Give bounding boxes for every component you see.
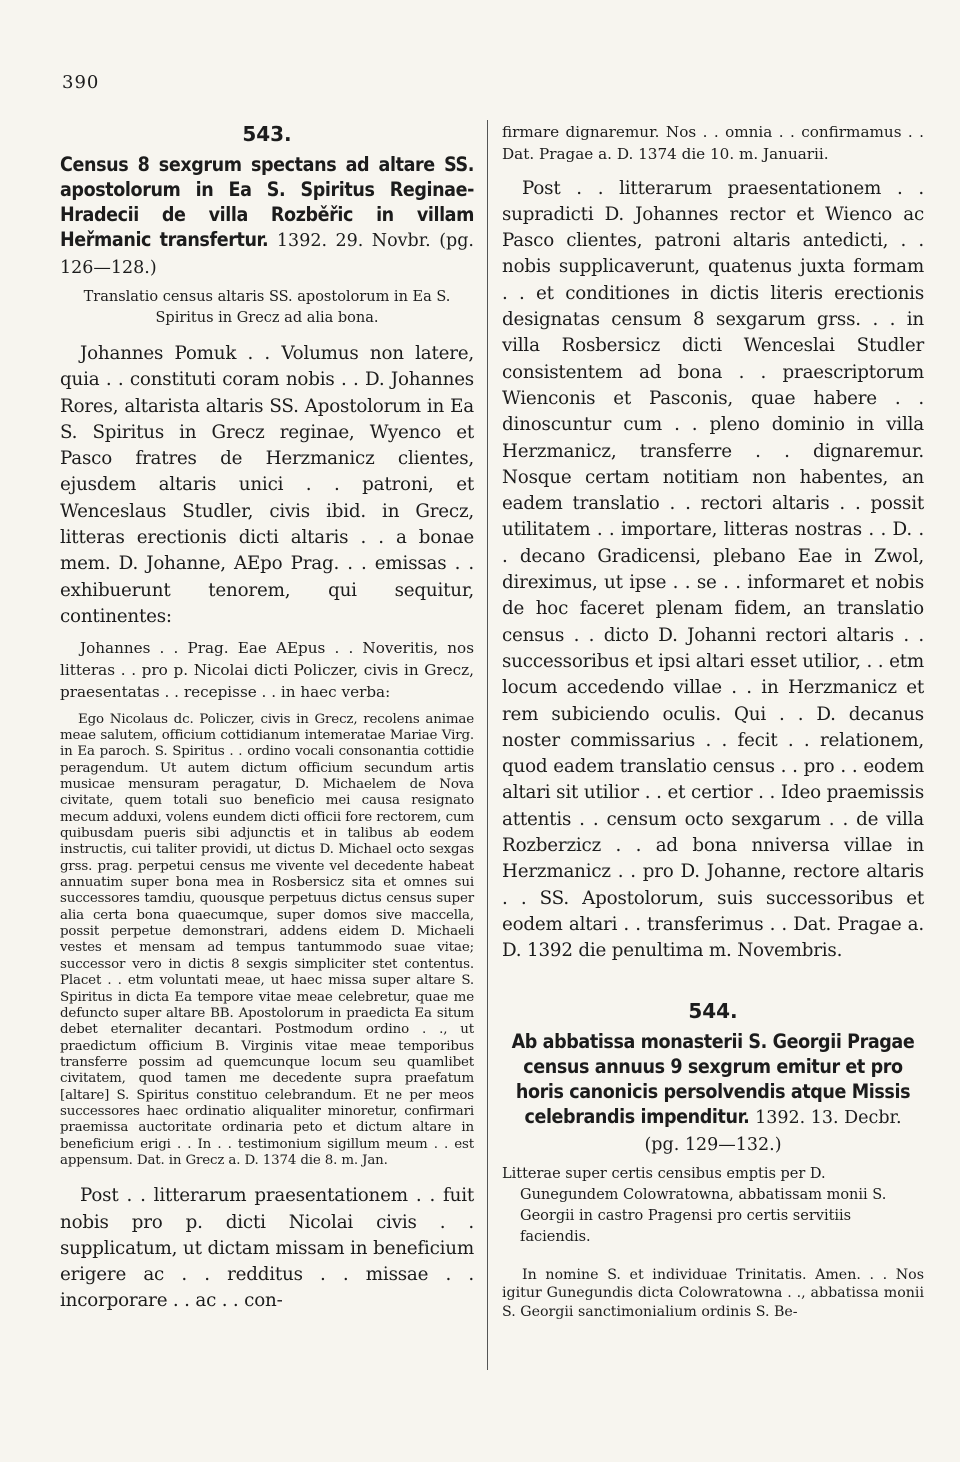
body-paragraph: Johannes . . Prag. Eae AEpus . . Noveritis, nos litteras . . pro p. Nicolai dicti Policzer, civis in Grecz, praesentatas . . recepisse . . in haec verba: [60,639,474,701]
section-543 [60,122,474,1315]
section-heading [502,1029,924,1158]
section-number: 543. [242,122,292,146]
body-paragraph: In nomine S. et individuae Trinitatis. Amen. . . Nos igitur Gunegundis dicta Colowratowna . ., abbatissa monii S. Georgii sanctimonialium ordinis S. Be- [502,1266,924,1320]
section-heading [60,152,474,281]
body-paragraph: Post . . litterarum praesentationem . . supradicti D. Johannes rector et Wienco ac Pasco clientes, patroni altaris antedicti, . . nobis supplicaverunt, quatenus juxta formam . . et conditiones in dictis literis erectionis designatas censum 8 sexgarum grss. . . in villa Rosbersicz dicti Wenceslai Studler consistentem ad bona . . praescriptorum Wienconis et Pasconis, quae habere . . dinoscuntur cum . . pleno dominio in villa Herzmanicz, transferre . . dignaremur. Nosque certam notitiam non habentes, an eadem translatio . . rectori altaris . . possit utilitatem . . importare, litteras nostras . . D. . . decano Gradicensi, plebano Eae in Zwol, direximus, ut ipse . . se . . informaret et nobis de hoc faceret plenam fidem, an translatio census . . dicto D. Johanni rectori altaris . . successoribus et ipsi altari esset utilior, . . etm locum accedendo villae . . in Herzmanicz et rem subiciendo oculis. Qui . . D. decanus noster commissarius . . fecit . . relationem, quod eadem translatio census . . pro . . eodem altari sit utilior . . et certior . . Ideo praemissis attentis . . censum octo sexgarum . . de villa Rozberzicz . . ad bona nniversa villae in Herzmanicz . . pro D. Johanne, rectore altaris . . SS. Apostolorum, suis successoribus et eodem altari . . transferimus . . Dat. Pragae a. D. 1392 die penultima m. Novembris. [502,177,924,962]
left-column [60,122,474,1323]
section-summary: Translatio census altaris SS. apostolorum in Ea S. Spiritus in Grecz ad alia bona. [83,289,451,326]
body-paragraph: Post . . litterarum praesentationem . . fuit nobis pro p. dicti Nicolai civis . . supplicatum, ut dictam missam in beneficium erigere ac . . redditus . . missae . . incorporare . . ac . . con- [60,1185,474,1312]
body-paragraph: Johannes Pomuk . . Volumus non latere, quia . . constituti coram nobis . . D. Johannes Rores, altarista altaris SS. Apostolorum in Ea S. Spiritus in Grecz reginae, Wyenco et Pasco fratres de Herzmanicz clientes, ejusdem altaris unici . . patroni, et Wenceslaus Studler, civis ibid. in Grecz, litteras erectionis dicti altaris . . a bonae mem. D. Johanne, AEpo Prag. . . emissas . . exhibuerunt tenorem, qui sequitur, continentes: [60,343,474,627]
section-544 [502,999,924,1322]
right-column [502,122,924,1321]
section-heading-pages: (pg. 129—132.) [644,1134,782,1155]
section-heading-date: 1392. 13. Decbr. [755,1107,902,1128]
column-divider [487,120,488,1370]
quoted-charter: Ego Nicolaus dc. Policzer, civis in Grecz, recolens animae meae salutem, officium cottidianum intemeratae Mariae Virg. in Ea paroch. S. Spiritus . . ordino vocali consonantia cottidie peragendum. Ut autem dictum officium secundum artis musicae mensuram peragatur, D. Michaelem de Nova civitate, quem totali suo beneficio mei causa resignato mecum adduxi, volens eundem dicti officii fore rectorem, cum quibusdam pueris sibi adjunctis et in talibus ab eodem instructis, cui taliter providi, ut dictus D. Michael octo sexgas grss. prag. perpetui census me vivente vel decedente habeat annuatim super bona mea in Rosbersicz sita et omnes sui successores tamdiu, quousque perpetuus dictus census super alia certa bona quaecumque, super domos sive maccella, possit perpetue demonstrari, addens eidem D. Michaeli vestes et mensam ad tempus tantummodo suae vitae; successor vero in dictis 8 sexgis simpliciter stet contentus. Placet . . etm voluntati meae, ut haec missa super altare S. Spiritus in dicta Ea tempore vitae meae celebretur, quae me defuncto super altare BB. Apostolorum in praedicta Ea situm debet eternaliter decantari. Postmodum ordino . ., ut praedictum officium B. Virginis vitae meae temporibus transferre possim ad quemcunque locum seu quamlibet civitatem, quod tamen me decedente supra praefatum [altare] S. Spiritus constituo celebrandum. Et ne per meos successores haec ordinatio aliqualiter minoretur, confirmari praemissa auctoritate ordinaria peto et dictum altare in beneficium erigi . . In . . testimonium sigillum meum . . est appensum. Dat. in Grecz a. D. 1374 die 8. m. Jan. [60,711,474,1168]
section-number: 544. [688,998,738,1023]
body-paragraph: firmare dignaremur. Nos . . omnia . . confirmamus . . Dat. Pragae a. D. 1374 die 10. m. Januarii. [502,123,924,163]
section-summary: Litterae super certis censibus emptis per D. Gunegundem Colowratowna, abbatissam monii S. Georgii in castro Pragensi pro certis servitiis faciendis. [502,1165,887,1245]
section-heading-text: Census 8 sexgrum spectans ad altare SS. apostolorum in Ea S. Spiritus Reginae-Hradecii de villa Rozběřic in villam Heřmanic transfertur. [60,153,474,251]
page-number: 390 [62,72,100,93]
section-heading-date: 1392. 29. Novbr. (pg. 126—128.) [60,231,474,278]
section-heading-text: Ab abbatissa monasterii S. Georgii Pragae census annuus 9 sexgrum emitur et pro horis canonicis persolvendis atque Missis celebrandis impenditur. [511,1029,915,1128]
